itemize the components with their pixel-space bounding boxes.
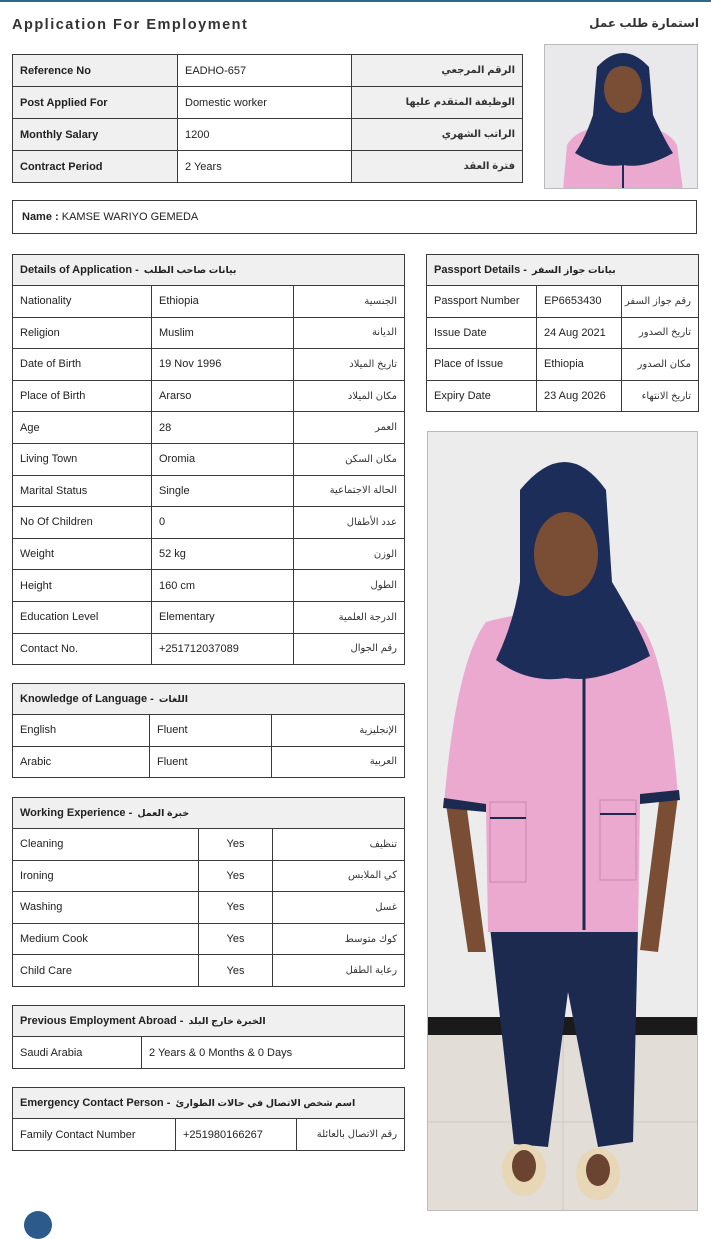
- contract-label: Contract Period: [13, 151, 178, 183]
- experience-title-ar: خبرة العمل: [137, 808, 190, 819]
- table-row: [13, 715, 405, 747]
- living-town-value: Oromia: [152, 443, 294, 475]
- emergency-title-ar: اسم شخص الاتصال في حالات الطوارئ: [175, 1098, 356, 1109]
- salary-label-ar: الراتب الشهري: [352, 119, 523, 151]
- passport-table: [426, 254, 699, 412]
- ironing-value: Yes: [199, 860, 273, 892]
- experience-header: [13, 798, 405, 829]
- passport-header: [427, 255, 699, 286]
- table-row: [13, 412, 405, 444]
- salary-value: 1200: [178, 119, 352, 151]
- cleaning-label: Cleaning: [13, 829, 199, 861]
- post-value: Domestic worker: [178, 87, 352, 119]
- previous-title-ar: الخبرة خارج البلد: [188, 1016, 266, 1027]
- family-contact-label-ar: رقم الاتصال بالعائلة: [297, 1119, 405, 1151]
- table-row: [13, 746, 405, 778]
- age-value: 28: [152, 412, 294, 444]
- children-value: 0: [152, 507, 294, 539]
- family-contact-value: +251980166267: [176, 1119, 297, 1151]
- education-value: Elementary: [152, 601, 294, 633]
- reference-label-ar: الرقم المرجعي: [352, 55, 523, 87]
- ironing-label-ar: كي الملابس: [273, 860, 405, 892]
- ironing-label: Ironing: [13, 860, 199, 892]
- table-row: [13, 538, 405, 570]
- post-row: [13, 87, 523, 119]
- language-title: Knowledge of Language -: [20, 693, 157, 705]
- issue-place-label: Place of Issue: [427, 349, 537, 381]
- children-label: No Of Children: [13, 507, 152, 539]
- table-row: [13, 317, 405, 349]
- height-value: 160 cm: [152, 570, 294, 602]
- passport-title: Passport Details -: [434, 264, 530, 276]
- experience-table: [12, 797, 405, 987]
- emergency-contact-table: [12, 1087, 405, 1151]
- salary-label: Monthly Salary: [13, 119, 178, 151]
- religion-value: Muslim: [152, 317, 294, 349]
- table-row: [13, 955, 405, 987]
- nationality-value: Ethiopia: [152, 286, 294, 318]
- arabic-label-ar: العربية: [272, 746, 405, 778]
- weight-label: Weight: [13, 538, 152, 570]
- table-row: [13, 349, 405, 381]
- passport-number-label: Passport Number: [427, 286, 537, 318]
- details-title-ar: بيانات صاحب الطلب: [143, 265, 237, 276]
- weight-value: 52 kg: [152, 538, 294, 570]
- child-care-label: Child Care: [13, 955, 199, 987]
- post-label-ar: الوظيفة المتقدم عليها: [352, 87, 523, 119]
- medium-cook-label: Medium Cook: [13, 923, 199, 955]
- emergency-header: [13, 1088, 405, 1119]
- reference-value: EADHO-657: [178, 55, 352, 87]
- previous-header: [13, 1006, 405, 1037]
- issue-date-label: Issue Date: [427, 317, 537, 349]
- child-care-value: Yes: [199, 955, 273, 987]
- education-label-ar: الدرجة العلمية: [294, 601, 405, 633]
- table-row: [13, 633, 405, 665]
- reference-label: Reference No: [13, 55, 178, 87]
- issue-place-label-ar: مكان الصدور: [622, 349, 699, 381]
- table-row: [13, 829, 405, 861]
- contact-value: +251712037089: [152, 633, 294, 665]
- cleaning-label-ar: تنظيف: [273, 829, 405, 861]
- english-label: English: [13, 715, 150, 747]
- previous-title: Previous Employment Abroad -: [20, 1015, 187, 1027]
- table-row: [13, 286, 405, 318]
- headshot-figure: [545, 45, 698, 189]
- family-contact-label: Family Contact Number: [13, 1119, 176, 1151]
- arabic-value: Fluent: [150, 746, 272, 778]
- passport-title-ar: بيانات جواز السفر: [531, 265, 616, 276]
- child-care-label-ar: رعاية الطفل: [273, 955, 405, 987]
- issue-date-label-ar: تاريخ الصدور: [622, 317, 699, 349]
- emergency-title: Emergency Contact Person -: [20, 1097, 174, 1109]
- passport-number-label-ar: رقم جواز السفر: [622, 286, 699, 318]
- height-label: Height: [13, 570, 152, 602]
- previous-country: Saudi Arabia: [13, 1037, 142, 1069]
- table-row: [13, 380, 405, 412]
- table-row: [13, 443, 405, 475]
- issue-place-value: Ethiopia: [537, 349, 622, 381]
- arabic-label: Arabic: [13, 746, 150, 778]
- expiry-date-label-ar: تاريخ الانتهاء: [622, 380, 699, 412]
- expiry-date-value: 23 Aug 2026: [537, 380, 622, 412]
- page-title: Application For Employment: [12, 17, 249, 33]
- table-row: [13, 923, 405, 955]
- dob-label: Date of Birth: [13, 349, 152, 381]
- english-label-ar: الإنجليزية: [272, 715, 405, 747]
- details-header: [13, 255, 405, 286]
- contact-label: Contact No.: [13, 633, 152, 665]
- table-row: [13, 475, 405, 507]
- medium-cook-value: Yes: [199, 923, 273, 955]
- salary-row: [13, 119, 523, 151]
- nationality-label: Nationality: [13, 286, 152, 318]
- weight-label-ar: الوزن: [294, 538, 405, 570]
- name-label: Name :: [22, 211, 59, 223]
- dob-value: 19 Nov 1996: [152, 349, 294, 381]
- top-accent-line: [0, 0, 711, 2]
- washing-value: Yes: [199, 892, 273, 924]
- page-title-arabic: استمارة طلب عمل: [589, 16, 699, 30]
- language-header: [13, 684, 405, 715]
- details-title: Details of Application -: [20, 264, 142, 276]
- contact-label-ar: رقم الجوال: [294, 633, 405, 665]
- headshot-photo: [544, 44, 698, 189]
- religion-label-ar: الديانة: [294, 317, 405, 349]
- table-row: [427, 349, 699, 381]
- full-body-figure: [428, 432, 698, 1211]
- religion-label: Religion: [13, 317, 152, 349]
- language-title-ar: اللغات: [158, 694, 189, 705]
- english-value: Fluent: [150, 715, 272, 747]
- marital-label: Marital Status: [13, 475, 152, 507]
- contract-label-ar: فترة العقد: [352, 151, 523, 183]
- living-town-label-ar: مكان السكن: [294, 443, 405, 475]
- passport-number-value: EP6653430: [537, 286, 622, 318]
- post-label: Post Applied For: [13, 87, 178, 119]
- table-row: [13, 1037, 405, 1069]
- washing-label: Washing: [13, 892, 199, 924]
- experience-title: Working Experience -: [20, 807, 136, 819]
- language-table: [12, 683, 405, 778]
- expiry-date-label: Expiry Date: [427, 380, 537, 412]
- reference-row: [13, 55, 523, 87]
- table-row: [13, 860, 405, 892]
- table-row: [13, 601, 405, 633]
- children-label-ar: عدد الأطفال: [294, 507, 405, 539]
- medium-cook-label-ar: كوك متوسط: [273, 923, 405, 955]
- contract-value: 2 Years: [178, 151, 352, 183]
- height-label-ar: الطول: [294, 570, 405, 602]
- name-box: [12, 200, 697, 234]
- table-row: [427, 380, 699, 412]
- previous-employment-table: [12, 1005, 405, 1069]
- full-body-photo: [427, 431, 698, 1211]
- age-label: Age: [13, 412, 152, 444]
- footer-logo-partial: [24, 1211, 52, 1239]
- marital-value: Single: [152, 475, 294, 507]
- nationality-label-ar: الجنسية: [294, 286, 405, 318]
- dob-label-ar: تاريخ الميلاد: [294, 349, 405, 381]
- name-value: KAMSE WARIYO GEMEDA: [61, 211, 199, 223]
- table-row: [13, 892, 405, 924]
- contract-row: [13, 151, 523, 183]
- top-info-table: [12, 54, 523, 183]
- living-town-label: Living Town: [13, 443, 152, 475]
- pob-label: Place of Birth: [13, 380, 152, 412]
- marital-label-ar: الحالة الاجتماعية: [294, 475, 405, 507]
- education-label: Education Level: [13, 601, 152, 633]
- table-row: [427, 317, 699, 349]
- pob-label-ar: مكان الميلاد: [294, 380, 405, 412]
- details-table: [12, 254, 405, 665]
- table-row: [13, 1119, 405, 1151]
- table-row: [13, 570, 405, 602]
- table-row: [13, 507, 405, 539]
- table-row: [427, 286, 699, 318]
- washing-label-ar: غسل: [273, 892, 405, 924]
- age-label-ar: العمر: [294, 412, 405, 444]
- issue-date-value: 24 Aug 2021: [537, 317, 622, 349]
- pob-value: Ararso: [152, 380, 294, 412]
- cleaning-value: Yes: [199, 829, 273, 861]
- previous-duration: 2 Years & 0 Months & 0 Days: [142, 1037, 405, 1069]
